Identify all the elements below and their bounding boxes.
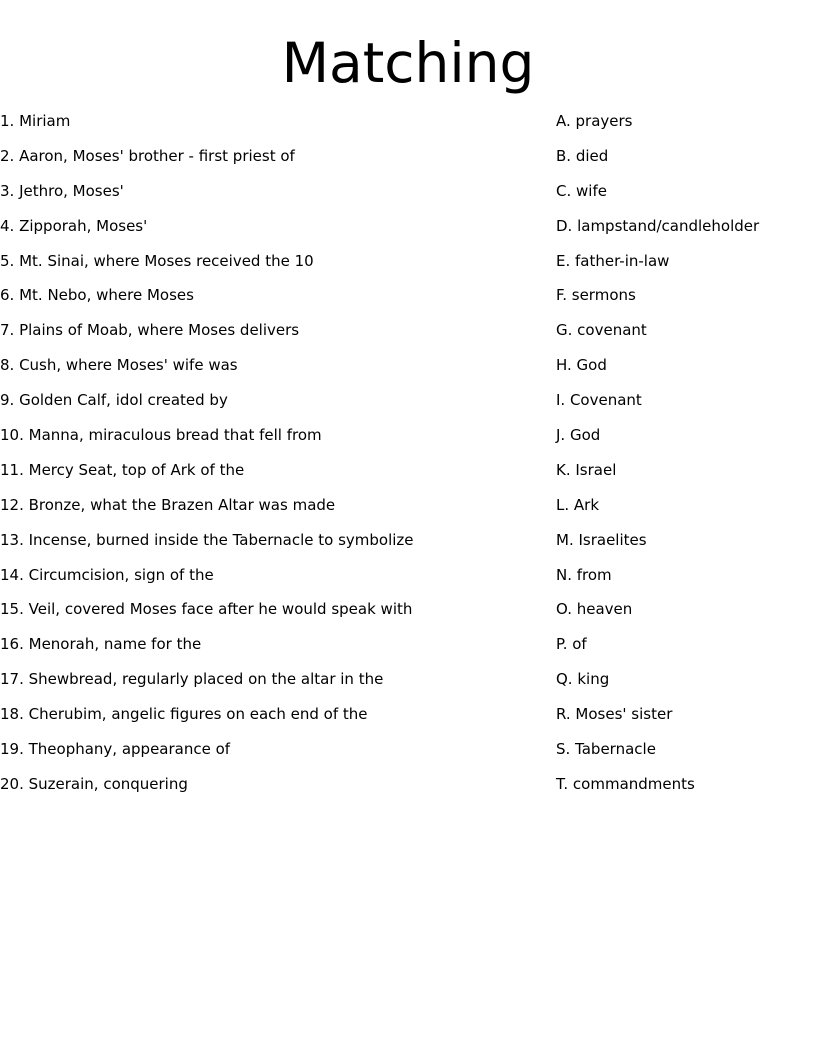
answer-item: Q. king [556,670,610,689]
answer-item: S. Tabernacle [556,740,656,759]
term-item: 12. Bronze, what the Brazen Altar was made [0,495,336,514]
answer-item: K. Israel [556,460,617,479]
term-item: 13. Incense, burned inside the Tabernacle to symbolize [0,530,414,549]
answer-item: O. heaven [556,600,633,619]
term-item: 17. Shewbread, regularly placed on the altar in the [0,670,384,689]
term-item: 3. Jethro, Moses' [0,181,124,200]
term-item: 15. Veil, covered Moses face after he would speak with [0,600,413,619]
term-item: 10. Manna, miraculous bread that fell from [0,426,322,445]
answer-item: J. God [556,426,601,445]
answers-list [556,109,811,807]
term-item: 11. Mercy Seat, top of Ark of the [0,460,245,479]
answer-item: I. Covenant [556,391,642,410]
answer-item: T. commandments [556,774,695,793]
answer-item: D. lampstand/candleholder [556,216,760,235]
page-title: Matching [281,31,535,95]
answer-item: N. from [556,565,612,584]
answer-item: E. father-in-law [556,251,670,270]
answer-item: A. prayers [556,112,633,130]
term-item: 14. Circumcision, sign of the [0,565,214,584]
term-item: 6. Mt. Nebo, where Moses [0,286,194,305]
term-item: 2. Aaron, Moses' brother - first priest of [0,146,295,165]
term-item: 4. Zipporah, Moses' [0,216,148,235]
answer-item: G. covenant [556,321,647,340]
answer-item: F. sermons [556,286,636,305]
answer-item: P. of [556,635,587,654]
answer-item: R. Moses' sister [556,705,673,724]
answer-item: H. God [556,356,607,375]
term-item: 1. Miriam [0,112,71,130]
answer-item: M. Israelites [556,530,647,549]
term-item: 9. Golden Calf, idol created by [0,391,228,410]
term-item: 18. Cherubim, angelic figures on each end of the [0,705,368,724]
answer-item: L. Ark [556,495,600,514]
terms-list [0,109,540,807]
term-item: 5. Mt. Sinai, where Moses received the 10 [0,251,314,270]
term-item: 16. Menorah, name for the [0,635,202,654]
term-item: 20. Suzerain, conquering [0,774,188,793]
term-item: 19. Theophany, appearance of [0,740,231,759]
term-item: 7. Plains of Moab, where Moses delivers [0,321,300,340]
answer-item: C. wife [556,181,607,200]
term-item: 8. Cush, where Moses' wife was [0,356,238,375]
answer-item: B. died [556,146,609,165]
